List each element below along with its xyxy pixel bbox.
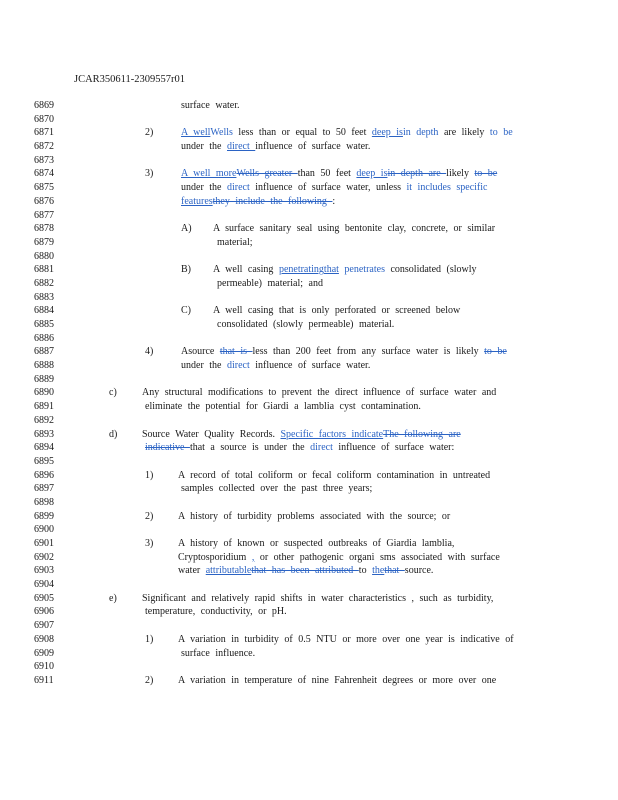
line-number: 6871 <box>34 127 54 139</box>
line-number: 6897 <box>34 483 54 495</box>
text-run: water <box>178 565 206 577</box>
document-line <box>0 661 618 675</box>
inserted-text: Specific factors indicate <box>280 428 384 440</box>
line-text <box>217 237 253 248</box>
line-number: 6904 <box>34 579 54 591</box>
list-marker: A) <box>181 223 192 235</box>
document-line <box>0 470 618 484</box>
text-run: than 50 feet <box>297 168 357 180</box>
document-line <box>0 141 618 155</box>
line-text <box>181 648 255 659</box>
document-line <box>0 155 618 169</box>
line-number: 6880 <box>34 250 54 262</box>
list-marker: 3) <box>145 168 154 180</box>
document-line <box>0 634 618 648</box>
deleted-text: that <box>384 565 405 577</box>
deleted-text: to be <box>484 346 507 358</box>
line-number: 6873 <box>34 154 54 166</box>
document-line <box>0 552 618 566</box>
line-text <box>181 483 372 494</box>
text-run: samples collected over the past three years; <box>181 483 373 495</box>
document-line <box>0 182 618 196</box>
line-number: 6909 <box>34 647 54 659</box>
inserted-text: that <box>323 264 339 276</box>
line-text <box>213 305 460 316</box>
inserted-text: Wells <box>210 127 233 139</box>
text-run: surface influence. <box>181 647 256 659</box>
text-run: influence of surface water. <box>255 141 371 153</box>
list-marker: 1) <box>145 633 154 645</box>
line-number: 6890 <box>34 387 54 399</box>
inserted-text: , <box>251 551 255 563</box>
inserted-text: A well more <box>181 168 237 180</box>
line-number: 6892 <box>34 414 54 426</box>
list-marker: c) <box>109 387 117 399</box>
text-run: surface water. <box>181 100 240 111</box>
text-run: under the <box>181 141 227 153</box>
line-number: 6895 <box>34 455 54 467</box>
text-run: A well casing that is only perforated or screened below <box>213 305 461 317</box>
inserted-text: direct <box>227 360 250 372</box>
text-run: A history of turbidity problems associated with the source; or <box>178 510 451 522</box>
line-number: 6886 <box>34 332 54 344</box>
line-text <box>178 552 500 563</box>
list-marker: 2) <box>145 127 154 139</box>
document-line <box>0 401 618 415</box>
line-number: 6893 <box>34 428 54 440</box>
line-number: 6907 <box>34 620 54 632</box>
line-text <box>181 127 513 138</box>
document-line <box>0 237 618 251</box>
inserted-text: penetrates <box>338 264 385 276</box>
line-number: 6879 <box>34 236 54 248</box>
line-text <box>213 264 477 275</box>
document-line <box>0 333 618 347</box>
text-run: : <box>332 195 336 207</box>
line-text <box>181 100 240 111</box>
text-run: that a source is under the <box>189 442 311 454</box>
inserted-text: to be <box>489 127 513 139</box>
line-number: 6885 <box>34 319 54 330</box>
inserted-text: A well <box>181 127 211 139</box>
line-text <box>181 141 370 152</box>
text-run: A variation in temperature of nine Fahrenheit degrees or more over one <box>178 674 497 686</box>
line-text <box>178 470 490 481</box>
text-run: A well casing <box>213 264 279 276</box>
text-run: influence of surface water. <box>249 360 371 372</box>
line-text <box>178 675 496 686</box>
inserted-text: in depth <box>402 127 439 139</box>
line-number: 6894 <box>34 442 54 454</box>
text-run: A record of total coliform or fecal coliform contamination in untreated <box>178 469 491 481</box>
list-marker: B) <box>181 264 191 276</box>
text-run: Source Water Quality Records. <box>142 428 281 440</box>
list-marker: 1) <box>145 469 154 481</box>
line-number: 6905 <box>34 592 54 604</box>
text-run: are likely <box>438 127 490 139</box>
line-number: 6887 <box>34 346 54 358</box>
text-run: less than or equal to 50 feet <box>232 127 372 139</box>
line-text <box>145 401 421 412</box>
text-run: A variation in turbidity of 0.5 NTU or more over one year is indicative of <box>178 633 514 645</box>
document-line <box>0 675 618 689</box>
document-line <box>0 127 618 141</box>
line-number: 6878 <box>34 223 54 235</box>
inserted-text: penetrating <box>278 264 324 276</box>
inserted-text: direct <box>227 182 250 194</box>
document-body <box>0 100 618 689</box>
document-line <box>0 210 618 224</box>
document-line <box>0 292 618 306</box>
line-text <box>181 196 335 207</box>
line-text <box>213 223 495 234</box>
line-number: 6910 <box>34 661 54 673</box>
text-run: influence of surface water: <box>332 442 455 454</box>
inserted-text: features <box>181 195 213 207</box>
text-run: Cryptosporidium <box>178 551 252 563</box>
document-line <box>0 565 618 579</box>
document-line <box>0 456 618 470</box>
document-line <box>0 429 618 443</box>
document-line <box>0 442 618 456</box>
document-line <box>0 360 618 374</box>
document-id-header: JCAR350611-2309557r01 <box>74 74 186 85</box>
list-marker: 2) <box>145 510 154 522</box>
line-number: 6888 <box>34 360 54 372</box>
document-line <box>0 593 618 607</box>
document-line <box>0 264 618 278</box>
document-line <box>0 524 618 538</box>
line-number: 6884 <box>34 305 54 317</box>
inserted-text: attributable <box>205 565 252 577</box>
text-run: less than 200 feet from any surface water is likely <box>252 346 485 358</box>
line-text <box>181 182 487 193</box>
document-line <box>0 538 618 552</box>
text-run: consolidated (slowly permeable) material. <box>217 319 395 330</box>
deleted-text: to be <box>474 168 498 180</box>
inserted-text: deep is <box>371 127 403 139</box>
text-run: source. <box>404 565 434 577</box>
text-run: permeable) material; and <box>217 277 323 289</box>
line-number: 6911 <box>34 674 54 686</box>
line-text <box>181 360 370 371</box>
line-number: 6877 <box>34 209 54 221</box>
line-text <box>217 319 394 330</box>
document-line <box>0 305 618 319</box>
document-line <box>0 511 618 525</box>
line-number: 6891 <box>34 401 54 413</box>
deleted-text: indicative <box>145 442 190 454</box>
document-line <box>0 223 618 237</box>
document-line <box>0 387 618 401</box>
list-marker: d) <box>109 428 118 440</box>
line-text <box>178 565 433 576</box>
document-line <box>0 278 618 292</box>
line-number: 6906 <box>34 606 54 618</box>
line-number: 6876 <box>34 195 54 207</box>
line-text <box>217 278 323 289</box>
line-text <box>142 593 493 604</box>
text-run: likely <box>446 168 475 180</box>
line-number: 6882 <box>34 277 54 289</box>
document-line <box>0 251 618 265</box>
text-run: under the <box>181 182 227 194</box>
line-text <box>145 442 454 453</box>
line-number: 6896 <box>34 469 54 481</box>
line-text <box>181 346 507 357</box>
text-run: temperature, conductivity, or pH. <box>145 606 287 618</box>
line-number: 6899 <box>34 510 54 522</box>
deleted-text: The following are <box>383 428 461 440</box>
text-run: A history of known or suspected outbreaks of Giardia lamblia, <box>178 538 455 549</box>
inserted-text: direct <box>227 141 256 153</box>
deleted-text: in depth are <box>387 168 447 180</box>
document-line <box>0 196 618 210</box>
document-line <box>0 319 618 333</box>
document-line <box>0 346 618 360</box>
line-text <box>178 538 454 549</box>
line-number: 6903 <box>34 565 54 577</box>
document-line <box>0 415 618 429</box>
line-text <box>178 511 450 522</box>
document-line <box>0 648 618 662</box>
list-marker: e) <box>109 592 117 604</box>
text-run: eliminate the potential for Giardi a lamblia cyst contamination. <box>145 401 421 413</box>
list-marker: 4) <box>145 346 154 358</box>
line-number: 6869 <box>34 100 54 111</box>
text-run: material; <box>217 236 253 248</box>
line-number: 6875 <box>34 182 54 194</box>
text-run: Significant and relatively rapid shifts in water characteristics , such as turbidity, <box>142 592 494 604</box>
text-run: influence of surface water, unless <box>249 182 407 194</box>
inserted-text: the <box>372 565 385 577</box>
text-run: or other pathogenic organi sms associated with surface <box>254 551 500 563</box>
line-number: 6908 <box>34 633 54 645</box>
list-marker: 3) <box>145 538 154 549</box>
document-line <box>0 497 618 511</box>
document-line <box>0 114 618 128</box>
line-number: 6901 <box>34 538 54 549</box>
document-line <box>0 374 618 388</box>
deleted-text: Wells greater <box>236 168 298 180</box>
document-line <box>0 100 618 114</box>
deleted-text: they include the following <box>212 195 333 207</box>
text-run: source <box>188 346 220 358</box>
line-number: 6889 <box>34 373 54 385</box>
document-line <box>0 483 618 497</box>
text-run: to <box>358 565 373 577</box>
text-run: Any structural modifications to prevent the direct influence of surface water and <box>142 387 497 399</box>
line-number: 6898 <box>34 496 54 508</box>
inserted-text: direct <box>310 442 333 454</box>
document-line <box>0 606 618 620</box>
document-line <box>0 620 618 634</box>
list-marker: 2) <box>145 674 154 686</box>
deleted-text: that has been attributed <box>251 565 359 577</box>
text-run: under the <box>181 360 227 372</box>
line-text <box>178 634 514 645</box>
line-text <box>142 387 496 398</box>
text-run: consolidated (slowly <box>384 264 477 276</box>
text-run: A surface sanitary seal using bentonite clay, concrete, or similar <box>213 223 496 235</box>
line-text <box>181 168 497 179</box>
document-line <box>0 168 618 182</box>
line-text <box>145 606 287 617</box>
line-number: 6872 <box>34 141 54 153</box>
deleted-text: that is <box>219 346 253 358</box>
document-line <box>0 579 618 593</box>
line-number: 6902 <box>34 551 54 563</box>
line-number: 6874 <box>34 168 54 180</box>
line-number: 6900 <box>34 524 54 536</box>
line-number: 6883 <box>34 291 54 303</box>
inserted-text: deep is <box>356 168 388 180</box>
line-text <box>142 429 461 440</box>
line-number: 6881 <box>34 264 54 276</box>
text-run: A <box>181 346 189 358</box>
inserted-text: it includes specific <box>406 182 488 194</box>
list-marker: C) <box>181 305 191 317</box>
line-number: 6870 <box>34 113 54 125</box>
